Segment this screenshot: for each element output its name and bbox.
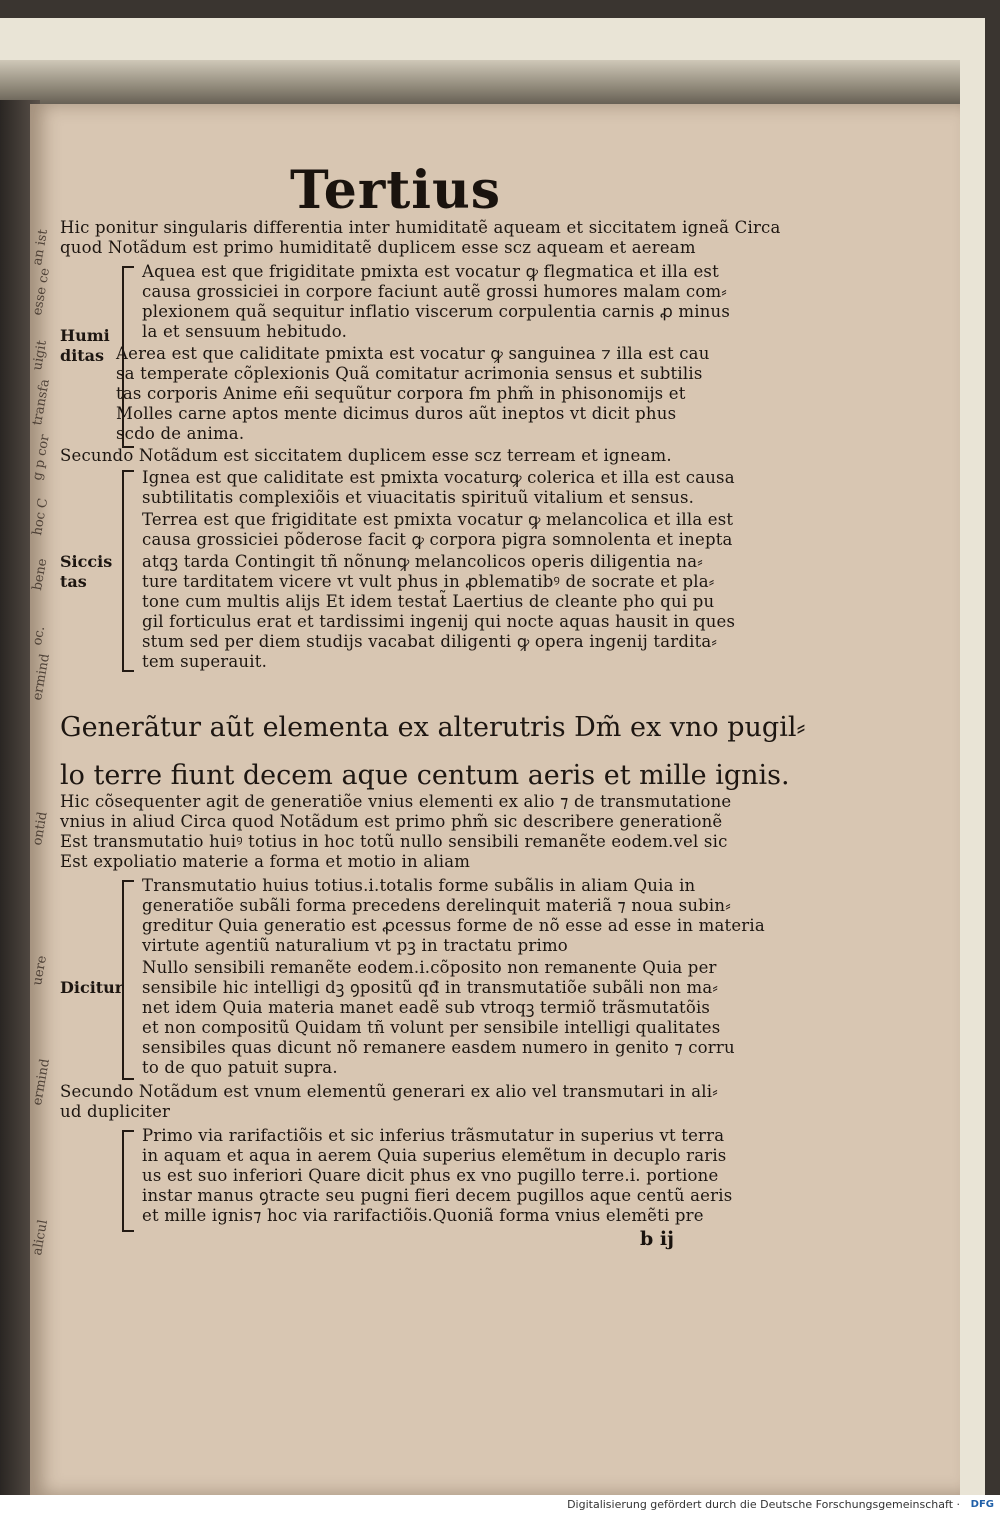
text-line: causa grossiciei in corpore faciunt autẽ grossi humores malam com⸗ xyxy=(142,282,727,301)
text-line: atqꝫ tarda Contingit tñ nõnunꝙ melancolicos operis diligentia na⸗ xyxy=(142,552,703,571)
left-page-fragment: uere xyxy=(30,954,50,987)
text-line: sensibiles quas dicunt nõ remanere easdem numero in genito ⁊ corru xyxy=(142,1038,735,1057)
left-page-fragment: bene xyxy=(30,557,51,592)
text-line: Transmutatio huius totius.i.totalis forme subãlis in aliam Quia in xyxy=(142,876,696,895)
text-line: ture tarditatem vicere vt vult phus in ꝓblematibꝰ de socrate et pla⸗ xyxy=(142,572,715,591)
text-line: generatiõe subãli forma precedens derelinquit materiã ⁊ noua subin⸗ xyxy=(142,896,731,915)
dfg-logo: DFG xyxy=(970,1499,994,1510)
text-line: greditur Quia generatio est ꝓcessus forme de nõ esse ad esse in materia xyxy=(142,916,765,935)
text-line: to de quo patuit supra. xyxy=(142,1058,338,1077)
text-line: us est suo inferiori Quare dicit phus ex vno pugillo terre.i. portione xyxy=(142,1166,719,1185)
signature-mark: b ij xyxy=(640,1228,674,1250)
text-line: net idem Quia materia manet eadẽ sub vtroqꝫ termiõ trãsmutatõis xyxy=(142,998,711,1017)
margin-label: Dicitur xyxy=(60,978,124,997)
left-page-fragment: g p cor xyxy=(30,433,53,482)
verse-line: Generãtur aũt elementa ex alterutris Dm̃ ex vno pugil⸗ xyxy=(60,712,806,743)
text-line: causa grossiciei põderose facit ꝙ corpora pigra somnolenta et inepta xyxy=(142,530,733,549)
text-line: Nullo sensibili remanẽte eodem.i.cõposito non remanente Quia per xyxy=(142,958,717,977)
footer-bar xyxy=(0,1495,1000,1515)
brace xyxy=(122,880,134,1080)
left-page-fragment: an ist xyxy=(30,228,52,267)
text-line: quod Notãdum est primo humiditatẽ duplicem esse scz aqueam et aeream xyxy=(60,238,696,257)
text-line: Aquea est que frigiditate pmixta est vocatur ꝙ flegmatica et illa est xyxy=(142,262,719,281)
margin-label: ditas xyxy=(60,346,105,365)
left-page-fragment: transfa xyxy=(30,377,53,427)
text-line: ud dupliciter xyxy=(60,1102,171,1121)
text-line: Est expoliatio materie a forma et motio in aliam xyxy=(60,852,471,871)
left-page-fragment: oc. xyxy=(30,625,49,647)
text-line: tone cum multis alijs Et idem testat̃ Laertius de cleante pho qui pu xyxy=(142,592,715,611)
text-line: et mille ignis⁊ hoc via rarifactiõis.Quoniã forma vnius elemẽti pre xyxy=(142,1206,704,1225)
text-line: Ignea est que caliditate est pmixta vocaturꝙ colerica et illa est causa xyxy=(142,468,735,487)
text-line: gil forticulus erat et tardissimi ingenij qui nocte aquas hausit in ques xyxy=(142,612,736,631)
text-line: virtute agentiũ naturalium vt pꝫ in tractatu primo xyxy=(142,936,568,955)
page-stack-edge xyxy=(0,60,960,108)
margin-label: Humi xyxy=(60,326,110,345)
text-line: Primo via rarifactiõis et sic inferius trãsmutatur in superius vt terra xyxy=(142,1126,725,1145)
left-page-fragment: ermind xyxy=(30,1057,53,1107)
funding-credit: Digitalisierung gefördert durch die Deutsche Forschungsgemeinschaft · xyxy=(567,1498,960,1511)
text-line: sensibile hic intelligi dꝫ ꝯpositũ qđ in transmutatiõe subãli non ma⸗ xyxy=(142,978,719,997)
text-line: Hic ponitur singularis differentia inter humiditatẽ aqueam et siccitatem igneã Circa xyxy=(60,218,781,237)
text-line: vnius in aliud Circa quod Notãdum est primo phm̃ sic describere generationẽ xyxy=(60,812,723,831)
text-line: Molles carne aptos mente dicimus duros aũt ineptos vt dicit phus xyxy=(116,404,677,423)
text-line: tas corporis Anime eñi sequũtur corpora fm phm̃ in phisonomijs et xyxy=(116,384,686,403)
text-line: Secundo Notãdum est siccitatem duplicem esse scz terream et igneam. xyxy=(60,446,672,465)
text-line: tem superauit. xyxy=(142,652,268,671)
left-page-fragment: ontid xyxy=(30,810,51,847)
text-line: et non compositũ Quidam tñ volunt per sensibile intelligi qualitates xyxy=(142,1018,721,1037)
text-line: in aquam et aqua in aerem Quia superius elemẽtum in decuplo raris xyxy=(142,1146,727,1165)
margin-label: Siccis xyxy=(60,552,113,571)
text-line: Terrea est que frigiditate est pmixta vocatur ꝙ melancolica et illa est xyxy=(142,510,734,529)
left-page-fragment: esse ce xyxy=(30,266,54,317)
page-title: Tertius xyxy=(290,160,502,221)
left-page-fragment: ermind xyxy=(30,652,53,702)
text-line: stum sed per diem studijs vacabat diligenti ꝙ opera ingenij tardita⸗ xyxy=(142,632,718,651)
left-page-fragment: alicul xyxy=(30,1218,52,1257)
text-line: Est transmutatio huiꝰ totius in hoc totũ nullo sensibili remanẽte eodem.vel sic xyxy=(60,832,728,851)
text-line: plexionem quã sequitur inflatio viscerum corpulentia carnis ꝓ minus xyxy=(142,302,731,321)
text-line: instar manus ꝯtracte seu pugni fieri decem pugillos aque centũ aeris xyxy=(142,1186,733,1205)
text-line: subtilitatis complexiõis et viuacitatis spirituũ vitalium et sensus. xyxy=(142,488,695,507)
text-line: Hic cõsequenter agit de generatiõe vnius elementi ex alio ⁊ de transmutatione xyxy=(60,792,732,811)
left-page-fragment: uigit xyxy=(30,339,51,372)
text-line: Secundo Notãdum est vnum elementũ generari ex alio vel transmutari in ali⸗ xyxy=(60,1082,718,1101)
verse-line: lo terre fiunt decem aque centum aeris et mille ignis. xyxy=(60,760,790,791)
margin-label: tas xyxy=(60,572,87,591)
brace xyxy=(122,1130,134,1232)
left-page-fragment: hoc C xyxy=(30,497,52,537)
text-line: Aerea est que caliditate pmixta est vocatur ꝙ sanguinea ⁊ illa est cau xyxy=(116,344,710,363)
text-line: scdo de anima. xyxy=(116,424,245,443)
brace xyxy=(122,470,134,672)
text-line: la et sensuum hebitudo. xyxy=(142,322,348,341)
text-line: sa temperate cõplexionis Quã comitatur acrimonia sensus et subtilis xyxy=(116,364,703,383)
